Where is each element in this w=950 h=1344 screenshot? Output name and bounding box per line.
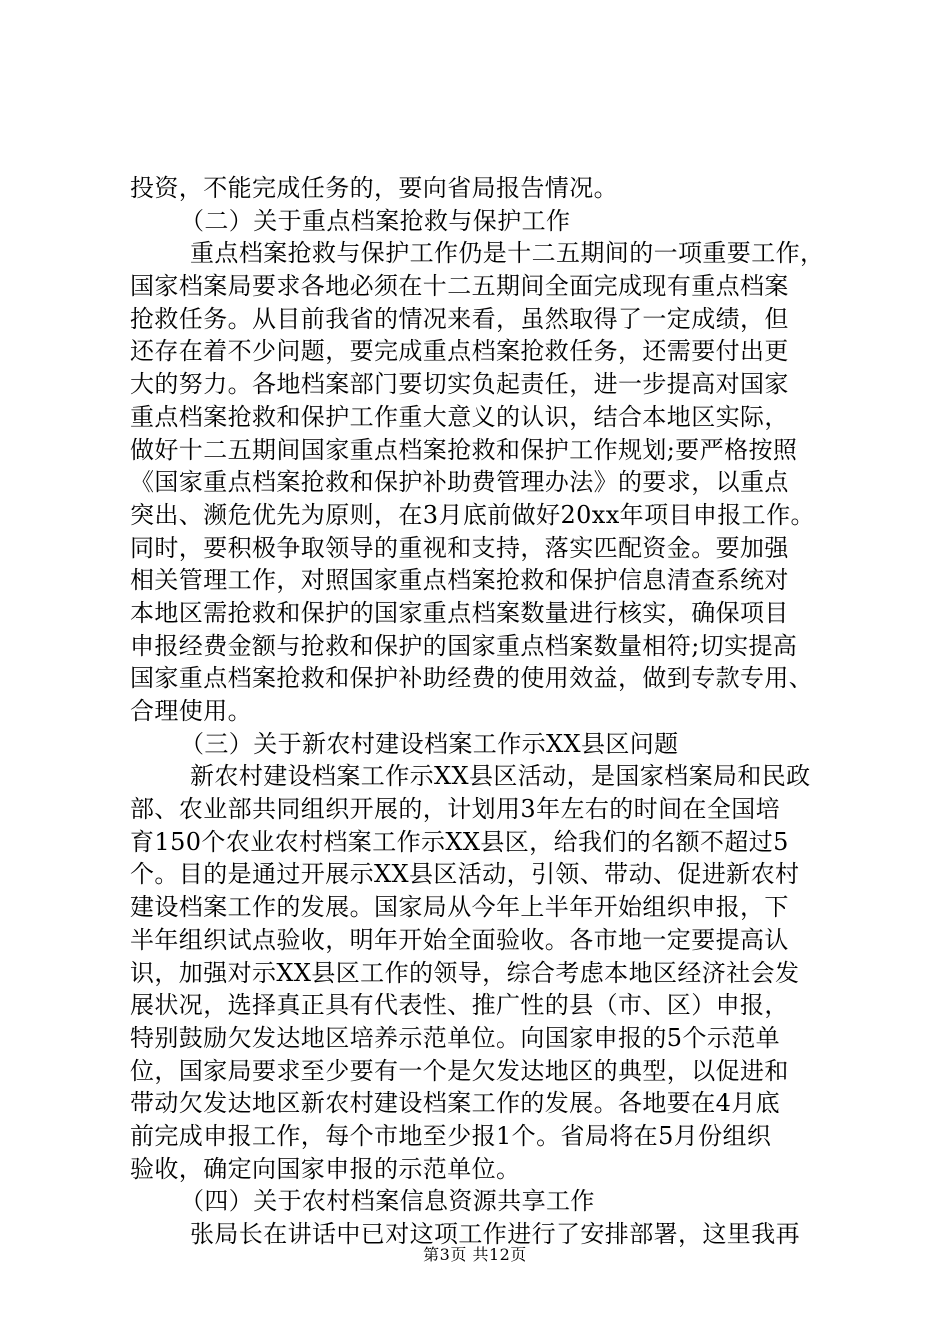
text-line: 前完成申报工作，每个市地至少报1个。省局将在5月份组织 [130, 1121, 772, 1150]
section-heading: （二）关于重点档案抢救与保护工作 [180, 206, 571, 235]
text-line: 重点档案抢救和保护工作重大意义的认识，结合本地区实际， [130, 402, 789, 431]
text-line: 合理使用。 [130, 697, 252, 725]
text-line: 申报经费金额与抢救和保护的国家重点档案数量相符;切实提高 [130, 631, 798, 660]
document-body [130, 172, 830, 1251]
text-line: 突出、濒危优先为原则，在3月底前做好20xx年项目申报工作。 [130, 500, 815, 529]
section-heading: （四）关于农村档案信息资源共享工作 [180, 1187, 595, 1216]
text-line: 重点档案抢救与保护工作仍是十二五期间的一项重要工作， [190, 239, 825, 268]
section-heading: （三）关于新农村建设档案工作示XX县区问题 [180, 729, 679, 758]
text-line: 相关管理工作，对照国家重点档案抢救和保护信息清查系统对 [130, 566, 789, 595]
text-line: 部、农业部共同组织开展的，计划用3年左右的时间在全国培 [130, 795, 781, 824]
text-line: 展状况，选择真正具有代表性、推广性的县（市、区）申报， [130, 991, 789, 1020]
text-line: 大的努力。各地档案部门要切实负起责任，进一步提高对国家 [130, 370, 789, 399]
text-line: 识，加强对示XX县区工作的领导，综合考虑本地区经济社会发 [130, 958, 800, 987]
text-line: 投资，不能完成任务的，要向省局报告情况。 [130, 174, 618, 202]
text-line: 张局长在讲话中已对这项工作进行了安排部署，这里我再 [190, 1220, 800, 1248]
text-line: 本地区需抢救和保护的国家重点档案数量进行核实，确保项目 [130, 598, 789, 627]
text-line: 建设档案工作的发展。国家局从今年上半年开始组织申报，下 [130, 893, 789, 922]
page-footer: 第3页 共12页 [423, 1245, 527, 1264]
text-line: 育150个农业农村档案工作示XX县区，给我们的名额不超过5 [130, 827, 789, 856]
text-line: 还存在着不少问题，要完成重点档案抢救任务，还需要付出更 [130, 337, 789, 366]
text-line: 国家档案局要求各地必须在十二五期间全面完成现有重点档案 [130, 272, 789, 301]
text-line: 新农村建设档案工作示XX县区活动，是国家档案局和民政 [190, 762, 811, 791]
text-line: 抢救任务。从目前我省的情况来看，虽然取得了一定成绩，但 [130, 304, 789, 333]
text-line: 做好十二五期间国家重点档案抢救和保护工作规划;要严格按照 [130, 435, 798, 464]
text-line: 《国家重点档案抢救和保护补助费管理办法》的要求，以重点 [130, 468, 789, 497]
text-line: 带动欠发达地区新农村建设档案工作的发展。各地要在4月底 [130, 1089, 781, 1118]
text-line: 半年组织试点验收，明年开始全面验收。各市地一定要提高认 [130, 925, 789, 954]
text-line: 验收，确定向国家申报的示范单位。 [130, 1154, 521, 1183]
text-line: 位，国家局要求至少要有一个是欠发达地区的典型，以促进和 [130, 1056, 789, 1085]
text-line: 国家重点档案抢救和保护补助经费的使用效益，做到专款专用、 [130, 664, 814, 693]
text-line: 个。目的是通过开展示XX县区活动，引领、带动、促进新农村 [130, 860, 800, 889]
text-line: 特别鼓励欠发达地区培养示范单位。向国家申报的5个示范单 [130, 1023, 781, 1052]
text-line: 同时，要积极争取领导的重视和支持，落实匹配资金。要加强 [130, 533, 789, 562]
